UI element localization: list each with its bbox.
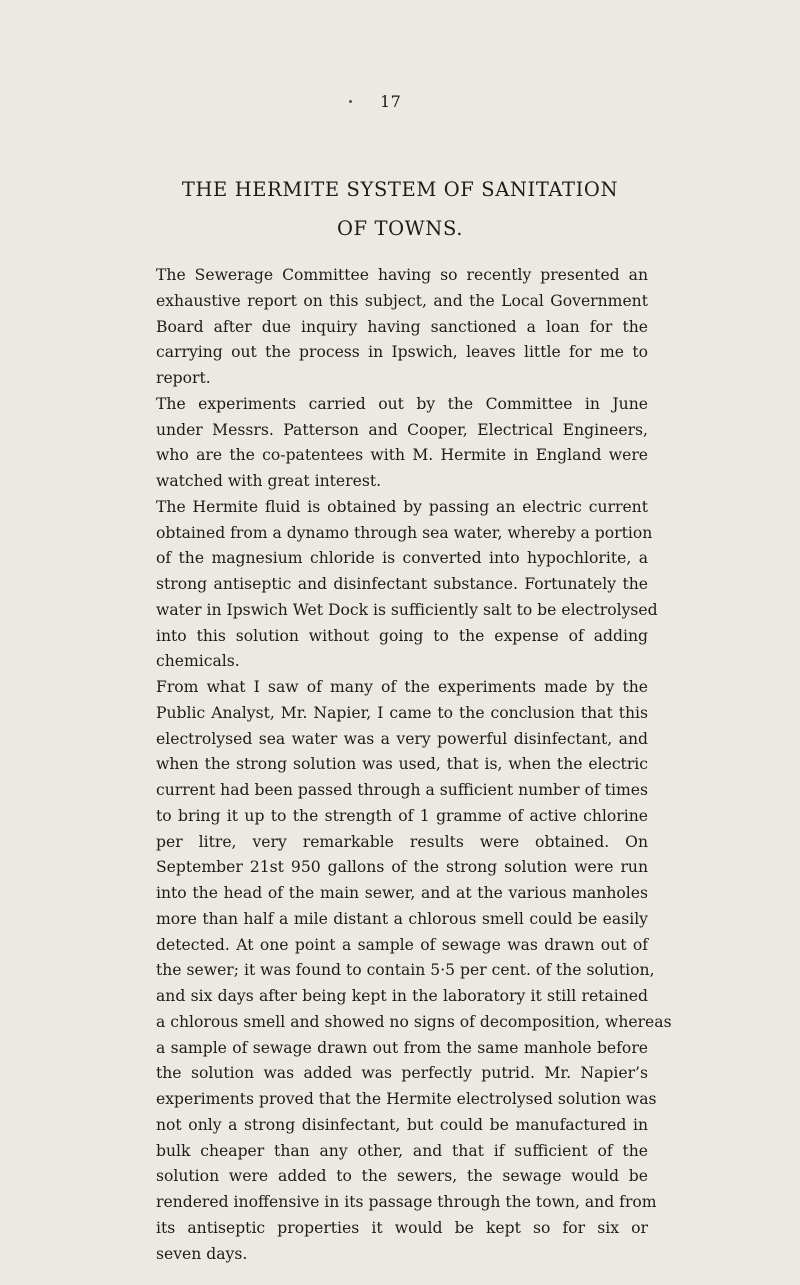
text-line: From what I saw of many of the experiments made by the — [156, 678, 648, 696]
text-line: carrying out the process in Ipswich, leaves little for me to — [156, 343, 648, 362]
text-line: solution were added to the sewers, the sewage would be — [156, 1167, 648, 1186]
body-text — [156, 263, 672, 1267]
text-line: bulk cheaper than any other, and that if sufficient of the — [156, 1141, 648, 1160]
title-line-2: OF TOWNS. — [336, 217, 464, 240]
text-line: water in Ipswich Wet Dock is sufficiently salt to be electrolysed — [156, 600, 658, 619]
text-line: to bring it up to the strength of 1 gramme of active chlorine — [156, 806, 648, 825]
text-line: its antiseptic properties it would be kept so for six or — [156, 1218, 648, 1237]
text-line: detected. At one point a sample of sewage was drawn out of — [156, 935, 648, 954]
paragraph-4 — [156, 675, 672, 1267]
text-line: seven days. — [156, 1244, 248, 1263]
text-line: when the strong solution was used, that is, when the electric — [156, 755, 648, 774]
text-line: the sewer; it was found to contain 5·5 per cent. of the solution, — [156, 961, 655, 980]
page-number: 17 — [380, 92, 402, 111]
text-line: and six days after being kept in the laboratory it still retained — [156, 987, 648, 1005]
text-line: who are the co-patentees with M. Hermite in England were — [156, 446, 648, 465]
text-line: more than half a mile distant a chlorous smell could be easily — [156, 909, 648, 928]
text-line: under Messrs. Patterson and Cooper, Electrical Engineers, — [156, 420, 648, 439]
print-speck — [349, 100, 352, 103]
text-line: Board after due inquiry having sanctioned a loan for the — [156, 317, 648, 336]
text-line: into this solution without going to the expense of adding — [156, 626, 648, 645]
text-line: of the magnesium chloride is converted into hypochlorite, a — [156, 549, 648, 568]
text-line: watched with great interest. — [156, 472, 382, 490]
text-line: the solution was added was perfectly putrid. Mr. Napier’s — [156, 1064, 648, 1083]
text-line: chemicals. — [156, 652, 240, 671]
text-line: into the head of the main sewer, and at the various manholes — [156, 884, 648, 902]
text-line: strong antiseptic and disinfectant substance. Fortunately the — [156, 575, 648, 593]
title-line-1: THE HERMITE SYSTEM OF SANITATION — [181, 178, 619, 201]
paragraph-3 — [156, 495, 658, 675]
text-line: a chlorous smell and showed no signs of decomposition, whereas — [156, 1012, 672, 1031]
text-line: exhaustive report on this subject, and the Local Government — [156, 291, 648, 310]
text-line: per litre, very remarkable results were obtained. On — [156, 832, 648, 851]
text-line: Public Analyst, Mr. Napier, I came to the conclusion that this — [156, 703, 648, 722]
text-line: electrolysed sea water was a very powerful disinfectant, and — [156, 729, 648, 748]
text-line: The Hermite fluid is obtained by passing an electric current — [156, 497, 648, 516]
text-line: experiments proved that the Hermite electrolysed solution was — [156, 1090, 657, 1108]
text-line: The Sewerage Committee having so recently presented an — [156, 266, 648, 284]
text-line: a sample of sewage drawn out from the same manhole before — [156, 1038, 648, 1057]
text-line: rendered inoffensive in its passage through the town, and from — [156, 1193, 657, 1211]
paragraph-1 — [156, 263, 648, 392]
text-line: The experiments carried out by the Committee in June — [156, 394, 648, 413]
text-line: September 21st 950 gallons of the strong solution were run — [156, 858, 648, 877]
text-line: obtained from a dynamo through sea water, whereby a portion — [156, 523, 653, 542]
text-line: report. — [156, 369, 211, 387]
text-line: not only a strong disinfectant, but could be manufactured in — [156, 1115, 648, 1134]
paragraph-2 — [156, 392, 648, 495]
text-line: current had been passed through a sufficient number of times — [156, 781, 648, 799]
